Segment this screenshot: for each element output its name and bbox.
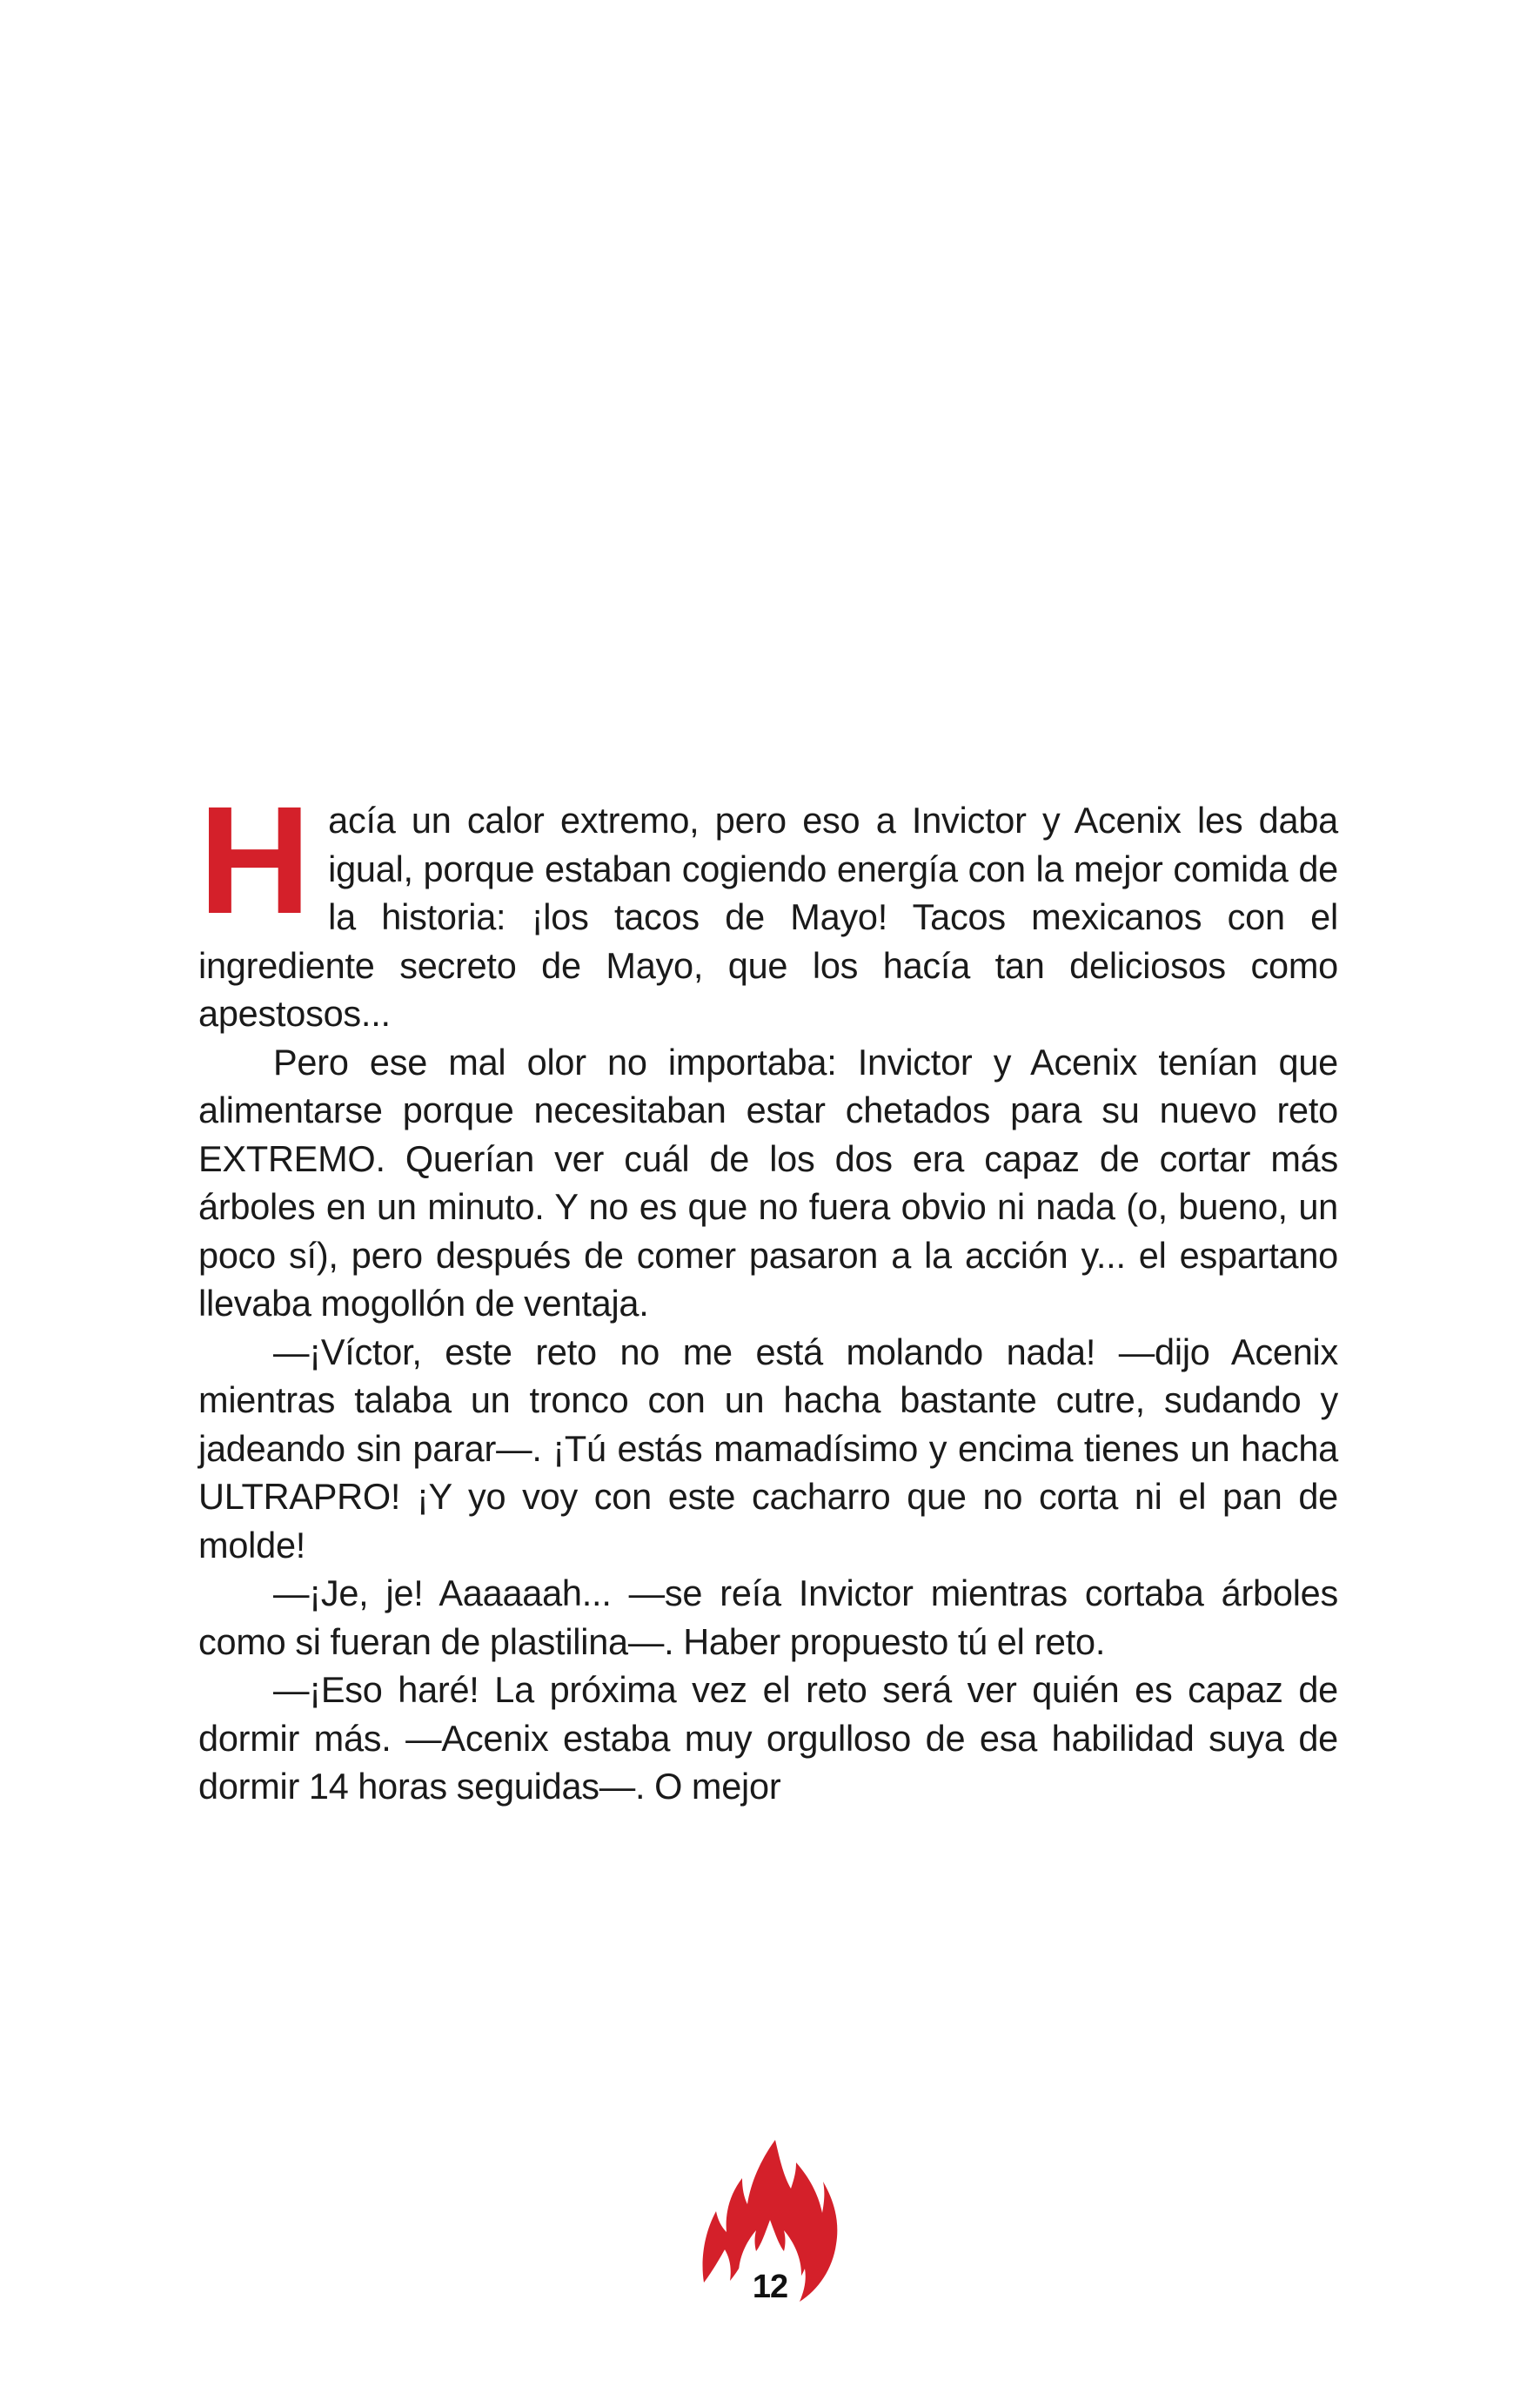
- flame-logo: [700, 2136, 840, 2310]
- paragraph-3: —¡Víctor, este reto no me está molando nada! —dijo Acenix mientras talaba un tronco con un hacha bastante cutre, sudando y jadeando sin parar—. ¡Tú estás mamadísimo y encima tienes un hacha ULTRAPRO! ¡Y yo voy con este cacharro que no corta ni el pan de molde!: [198, 1331, 1338, 1566]
- drop-cap-letter: H: [198, 775, 311, 946]
- page-number: 12: [752, 2269, 788, 2305]
- paragraph-1: [198, 775, 1338, 1038]
- paragraph-1-text: acía un calor extremo, pero eso a Invictor y Acenix les daba igual, porque estaban cogiendo energía con la mejor comida de la historia: ¡los tacos de Mayo! Tacos mexicanos con el ingrediente secreto de Mayo, que los hacía tan deliciosos como apestosos...: [198, 800, 1338, 1034]
- paragraph-4: —¡Je, je! Aaaaaah... —se reía Invictor mientras cortaba árboles como si fueran de plastilina—. Haber propuesto tú el reto.: [198, 1572, 1338, 1662]
- page-body-text: [198, 775, 1338, 1811]
- paragraph-2: Pero ese mal olor no importaba: Invictor y Acenix tenían que alimentarse porque necesitaban estar chetados para su nuevo reto EXTREMO. Querían ver cuál de los dos era capaz de cortar más árboles en un minuto. Y no es que no fuera obvio ni nada (o, bueno, un poco sí), pero después de comer pasaron a la acción y... el espartano llevaba mogollón de ventaja.: [198, 1041, 1338, 1324]
- page-footer: [0, 2136, 1540, 2323]
- paragraph-5: —¡Eso haré! La próxima vez el reto será ver quién es capaz de dormir más. —Acenix estaba muy orgulloso de esa habilidad suya de dormir 14 horas seguidas—. O mejor: [198, 1669, 1338, 1807]
